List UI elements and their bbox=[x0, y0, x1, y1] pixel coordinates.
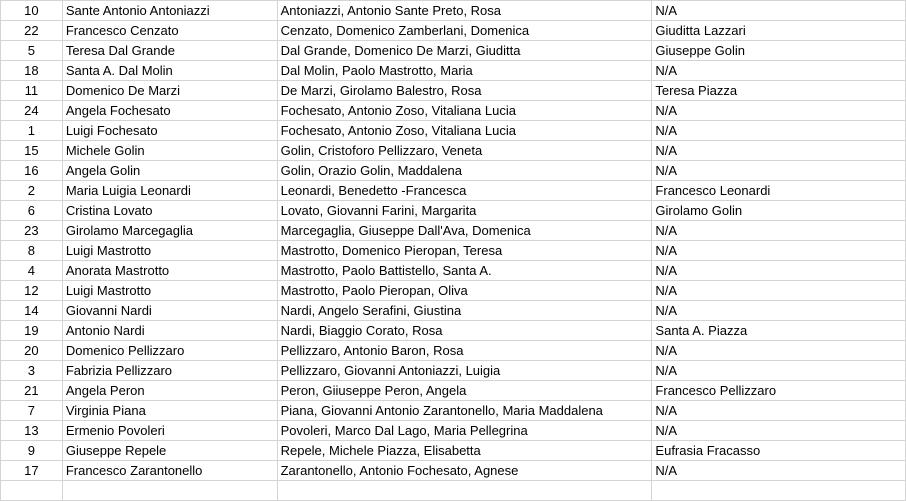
cell-name[interactable]: Angela Peron bbox=[62, 381, 277, 401]
cell-number[interactable]: 17 bbox=[1, 461, 63, 481]
cell-name[interactable]: Domenico Pellizzaro bbox=[62, 341, 277, 361]
table-row bbox=[1, 1, 906, 21]
cell-spouse[interactable]: Teresa Piazza bbox=[652, 81, 906, 101]
cell-number[interactable]: 2 bbox=[1, 181, 63, 201]
table-row bbox=[1, 41, 906, 61]
cell-name[interactable]: Angela Golin bbox=[62, 161, 277, 181]
cell-parents[interactable]: Pellizzaro, Antonio Baron, Rosa bbox=[277, 341, 652, 361]
cell-name[interactable]: Maria Luigia Leonardi bbox=[62, 181, 277, 201]
table-row bbox=[1, 161, 906, 181]
cell-spouse[interactable]: N/A bbox=[652, 161, 906, 181]
cell-parents[interactable]: Cenzato, Domenico Zamberlani, Domenica bbox=[277, 21, 652, 41]
cell-name[interactable]: Luigi Mastrotto bbox=[62, 281, 277, 301]
table-row bbox=[1, 321, 906, 341]
cell-parents[interactable]: Leonardi, Benedetto -Francesca bbox=[277, 181, 652, 201]
cell-spouse[interactable]: N/A bbox=[652, 421, 906, 441]
cell-name[interactable]: Girolamo Marcegaglia bbox=[62, 221, 277, 241]
table-row bbox=[1, 241, 906, 261]
cell-number[interactable] bbox=[1, 481, 63, 501]
table-row bbox=[1, 61, 906, 81]
cell-name[interactable]: Francesco Cenzato bbox=[62, 21, 277, 41]
cell-parents[interactable]: Fochesato, Antonio Zoso, Vitaliana Lucia bbox=[277, 121, 652, 141]
cell-spouse[interactable]: N/A bbox=[652, 241, 906, 261]
cell-parents[interactable]: Povoleri, Marco Dal Lago, Maria Pellegrina bbox=[277, 421, 652, 441]
table-row bbox=[1, 421, 906, 441]
cell-spouse[interactable] bbox=[652, 481, 906, 501]
cell-number[interactable]: 12 bbox=[1, 281, 63, 301]
cell-spouse[interactable]: N/A bbox=[652, 61, 906, 81]
table-row bbox=[1, 481, 906, 501]
cell-name[interactable]: Giuseppe Repele bbox=[62, 441, 277, 461]
cell-number[interactable]: 1 bbox=[1, 121, 63, 141]
table-row bbox=[1, 461, 906, 481]
cell-parents[interactable]: Dal Grande, Domenico De Marzi, Giuditta bbox=[277, 41, 652, 61]
cell-spouse[interactable]: N/A bbox=[652, 101, 906, 121]
cell-number[interactable]: 22 bbox=[1, 21, 63, 41]
cell-parents[interactable]: Fochesato, Antonio Zoso, Vitaliana Lucia bbox=[277, 101, 652, 121]
table-row bbox=[1, 441, 906, 461]
cell-number[interactable]: 7 bbox=[1, 401, 63, 421]
cell-name[interactable]: Anorata Mastrotto bbox=[62, 261, 277, 281]
table-row bbox=[1, 81, 906, 101]
cell-spouse[interactable]: Francesco Leonardi bbox=[652, 181, 906, 201]
cell-spouse[interactable]: N/A bbox=[652, 301, 906, 321]
cell-parents[interactable]: Zarantonello, Antonio Fochesato, Agnese bbox=[277, 461, 652, 481]
cell-name[interactable]: Antonio Nardi bbox=[62, 321, 277, 341]
cell-number[interactable]: 14 bbox=[1, 301, 63, 321]
cell-parents[interactable]: Mastrotto, Paolo Pieropan, Oliva bbox=[277, 281, 652, 301]
cell-parents[interactable]: Antoniazzi, Antonio Sante Preto, Rosa bbox=[277, 1, 652, 21]
cell-spouse[interactable]: N/A bbox=[652, 121, 906, 141]
cell-spouse[interactable]: Giuseppe Golin bbox=[652, 41, 906, 61]
cell-spouse[interactable]: Girolamo Golin bbox=[652, 201, 906, 221]
cell-name[interactable]: Luigi Mastrotto bbox=[62, 241, 277, 261]
cell-spouse[interactable]: N/A bbox=[652, 141, 906, 161]
cell-name[interactable]: Angela Fochesato bbox=[62, 101, 277, 121]
cell-parents[interactable]: Mastrotto, Paolo Battistello, Santa A. bbox=[277, 261, 652, 281]
cell-parents[interactable]: De Marzi, Girolamo Balestro, Rosa bbox=[277, 81, 652, 101]
cell-name[interactable]: Giovanni Nardi bbox=[62, 301, 277, 321]
cell-number[interactable]: 8 bbox=[1, 241, 63, 261]
cell-number[interactable]: 10 bbox=[1, 1, 63, 21]
cell-parents[interactable]: Nardi, Angelo Serafini, Giustina bbox=[277, 301, 652, 321]
cell-number[interactable]: 19 bbox=[1, 321, 63, 341]
cell-name[interactable]: Ermenio Povoleri bbox=[62, 421, 277, 441]
cell-number[interactable]: 3 bbox=[1, 361, 63, 381]
cell-number[interactable]: 15 bbox=[1, 141, 63, 161]
table-row bbox=[1, 341, 906, 361]
table-row bbox=[1, 261, 906, 281]
cell-parents[interactable]: Piana, Giovanni Antonio Zarantonello, Maria Maddalena bbox=[277, 401, 652, 421]
cell-name[interactable]: Santa A. Dal Molin bbox=[62, 61, 277, 81]
cell-name[interactable]: Teresa Dal Grande bbox=[62, 41, 277, 61]
cell-parents[interactable]: Golin, Orazio Golin, Maddalena bbox=[277, 161, 652, 181]
cell-parents[interactable]: Peron, Giiuseppe Peron, Angela bbox=[277, 381, 652, 401]
cell-parents[interactable] bbox=[277, 481, 652, 501]
cell-number[interactable]: 20 bbox=[1, 341, 63, 361]
cell-spouse[interactable]: N/A bbox=[652, 261, 906, 281]
table-row bbox=[1, 381, 906, 401]
cell-parents[interactable]: Golin, Cristoforo Pellizzaro, Veneta bbox=[277, 141, 652, 161]
table-row bbox=[1, 401, 906, 421]
cell-number[interactable]: 23 bbox=[1, 221, 63, 241]
table-body bbox=[1, 1, 906, 501]
cell-parents[interactable]: Repele, Michele Piazza, Elisabetta bbox=[277, 441, 652, 461]
cell-name[interactable]: Domenico De Marzi bbox=[62, 81, 277, 101]
cell-name[interactable]: Cristina Lovato bbox=[62, 201, 277, 221]
table-row bbox=[1, 101, 906, 121]
cell-name[interactable] bbox=[62, 481, 277, 501]
cell-parents[interactable]: Pellizzaro, Giovanni Antoniazzi, Luigia bbox=[277, 361, 652, 381]
cell-number[interactable]: 6 bbox=[1, 201, 63, 221]
cell-spouse[interactable]: N/A bbox=[652, 361, 906, 381]
cell-name[interactable]: Virginia Piana bbox=[62, 401, 277, 421]
table-row bbox=[1, 281, 906, 301]
cell-parents[interactable]: Marcegaglia, Giuseppe Dall'Ava, Domenica bbox=[277, 221, 652, 241]
cell-number[interactable]: 4 bbox=[1, 261, 63, 281]
table-row bbox=[1, 301, 906, 321]
table-row bbox=[1, 141, 906, 161]
cell-number[interactable]: 5 bbox=[1, 41, 63, 61]
cell-name[interactable]: Francesco Zarantonello bbox=[62, 461, 277, 481]
cell-spouse[interactable]: N/A bbox=[652, 221, 906, 241]
cell-parents[interactable]: Lovato, Giovanni Farini, Margarita bbox=[277, 201, 652, 221]
cell-spouse[interactable]: N/A bbox=[652, 281, 906, 301]
cell-spouse[interactable]: N/A bbox=[652, 461, 906, 481]
cell-spouse[interactable]: Eufrasia Fracasso bbox=[652, 441, 906, 461]
cell-parents[interactable]: Mastrotto, Domenico Pieropan, Teresa bbox=[277, 241, 652, 261]
cell-number[interactable]: 11 bbox=[1, 81, 63, 101]
table-row bbox=[1, 181, 906, 201]
cell-number[interactable]: 16 bbox=[1, 161, 63, 181]
cell-spouse[interactable]: Francesco Pellizzaro bbox=[652, 381, 906, 401]
cell-number[interactable]: 21 bbox=[1, 381, 63, 401]
cell-parents[interactable]: Nardi, Biaggio Corato, Rosa bbox=[277, 321, 652, 341]
cell-spouse[interactable]: N/A bbox=[652, 401, 906, 421]
table-row bbox=[1, 361, 906, 381]
table-row bbox=[1, 21, 906, 41]
cell-number[interactable]: 24 bbox=[1, 101, 63, 121]
cell-number[interactable]: 9 bbox=[1, 441, 63, 461]
cell-number[interactable]: 18 bbox=[1, 61, 63, 81]
cell-name[interactable]: Luigi Fochesato bbox=[62, 121, 277, 141]
table-row bbox=[1, 221, 906, 241]
cell-spouse[interactable]: Santa A. Piazza bbox=[652, 321, 906, 341]
cell-parents[interactable]: Dal Molin, Paolo Mastrotto, Maria bbox=[277, 61, 652, 81]
cell-number[interactable]: 13 bbox=[1, 421, 63, 441]
cell-spouse[interactable]: N/A bbox=[652, 341, 906, 361]
cell-spouse[interactable]: N/A bbox=[652, 1, 906, 21]
cell-name[interactable]: Michele Golin bbox=[62, 141, 277, 161]
table-row bbox=[1, 201, 906, 221]
cell-name[interactable]: Fabrizia Pellizzaro bbox=[62, 361, 277, 381]
cell-name[interactable]: Sante Antonio Antoniazzi bbox=[62, 1, 277, 21]
table-row bbox=[1, 121, 906, 141]
cell-spouse[interactable]: Giuditta Lazzari bbox=[652, 21, 906, 41]
